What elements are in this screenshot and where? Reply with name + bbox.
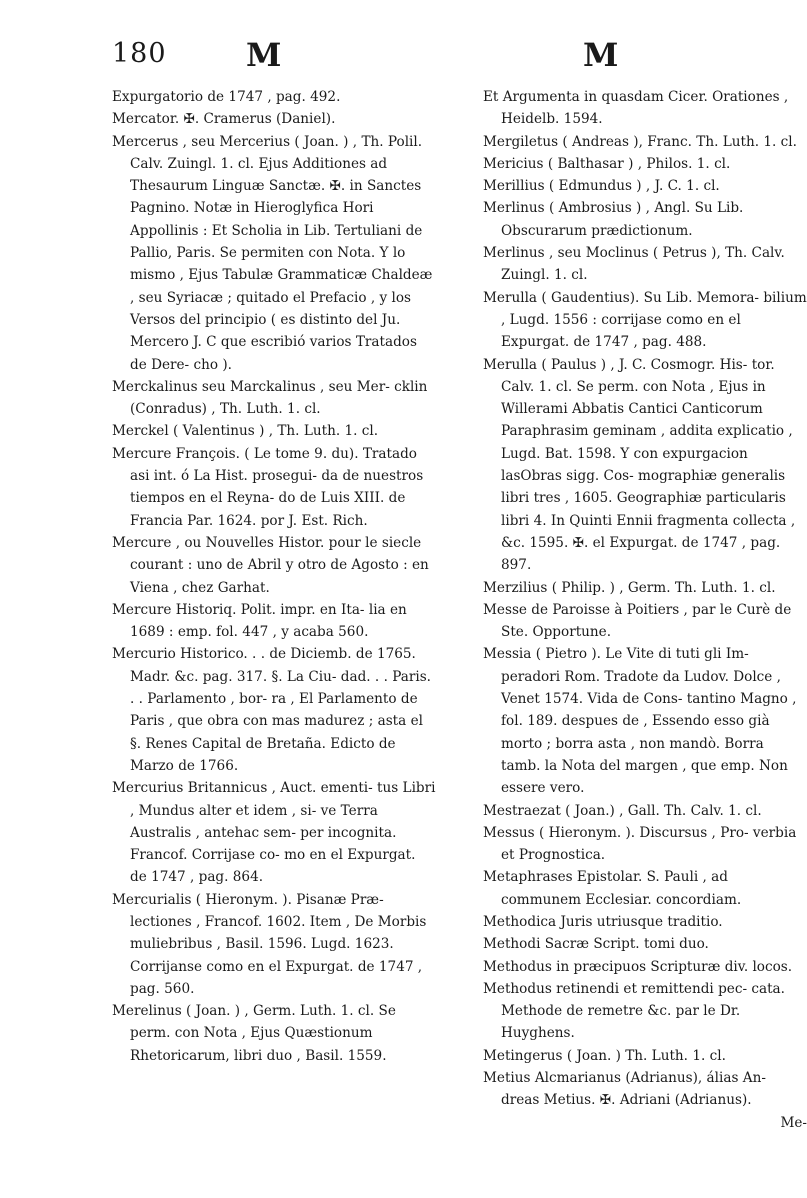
index-entry: Mercurio Historico. . . de Diciemb. de 1765. Madr. &c. pag. 317. §. La Ciu- dad. . . Paris. . . Parlamento , bor- ra , El Parlamento de Paris , que obra con mas madurez ; asta el §. Renes Capital de Bretaña. Edicto de Marzo de 1766. <box>112 646 431 774</box>
index-entry: Messe de Paroisse à Poitiers , par le Curè de Ste. Opportune. <box>483 601 792 641</box>
catchword: Me- <box>780 1114 807 1131</box>
index-entry: Merckalinus seu Marckalinus , seu Mer- cklin (Conradus) , Th. Luth. 1. cl. <box>112 378 428 418</box>
index-entry: Mercurius Britannicus , Auct. ementi- tus Libri , Mundus alter et idem , si- ve Terra Australis , antehac sem- per incognita. Francof. Corrijase co- mo en el Expurgat. de 1747 , pag. 864. <box>112 780 436 886</box>
running-head-right: M <box>583 36 621 74</box>
index-entry: Metingerus ( Joan. ) Th. Luth. 1. cl. <box>483 1047 726 1064</box>
index-entry: Merulla ( Gaudentius). Su Lib. Memora- bilium , Lugd. 1556 : corrijase como en el Expurgat. de 1747 , pag. 488. <box>483 289 807 351</box>
index-entry: Merlinus ( Ambrosius ) , Angl. Su Lib. Obscurarum prædictionum. <box>483 200 744 239</box>
left-column <box>112 86 436 1067</box>
index-entry: Mercure , ou Nouvelles Histor. pour le siecle courant : uno de Abril y otro de Agosto : en Viena , chez Garhat. <box>112 534 429 596</box>
index-entry: Mercure Historiq. Polit. impr. en Ita- lia en 1689 : emp. fol. 447 , y acaba 560. <box>112 601 407 641</box>
running-head-left: M <box>246 36 284 74</box>
index-entry: Metius Alcmarianus (Adrianus), álias An- dreas Metius. ✠. Adriani (Adrianus). <box>483 1070 766 1109</box>
index-entry: Mestraezat ( Joan.) , Gall. Th. Calv. 1. cl. <box>483 802 762 819</box>
index-entry: Merelinus ( Joan. ) , Germ. Luth. 1. cl. Se perm. con Nota , Ejus Quæstionum Rhetoricarum, libri duo , Basil. 1559. <box>112 1003 396 1064</box>
index-entry: Mercator. ✠. Cramerus (Daniel). <box>112 111 336 128</box>
index-entry: Messia ( Pietro ). Le Vite di tuti gli Im- peradori Rom. Tradote da Ludov. Dolce , Venet 1574. Vida de Cons- tantino Magno , fol. 189. despues de , Essendo esso già morto ; borra asta , non mandò. Borra tamb. la Nota del margen , que emp. Non essere vero. <box>483 646 797 797</box>
right-column <box>483 86 807 1134</box>
index-entry: Merillius ( Edmundus ) , J. C. 1. cl. <box>483 178 720 195</box>
index-entry: Merzilius ( Philip. ) , Germ. Th. Luth. 1. cl. <box>483 579 776 596</box>
index-entry: Methodus in præcipuos Scripturæ div. locos. <box>483 958 793 975</box>
index-entry: Metaphrases Epistolar. S. Pauli , ad communem Ecclesiar. concordiam. <box>483 869 742 908</box>
index-entry: Messus ( Hieronym. ). Discursus , Pro- verbia et Prognostica. <box>483 824 797 864</box>
index-entry: Mergiletus ( Andreas ), Franc. Th. Luth. 1. cl. <box>483 133 797 150</box>
index-entry: Et Argumenta in quasdam Cicer. Orationes , Heidelb. 1594. <box>483 89 789 128</box>
index-entry: Merckel ( Valentinus ) , Th. Luth. 1. cl. <box>112 423 379 440</box>
index-entry: Methodi Sacræ Script. tomi duo. <box>483 936 709 953</box>
index-entry: Mericius ( Balthasar ) , Philos. 1. cl. <box>483 155 731 172</box>
index-entry: Mercerus , seu Mercerius ( Joan. ) , Th. Polil. Calv. Zuingl. 1. cl. Ejus Additiones ad Thesaurum Linguæ Sanctæ. ✠. in Sanctes Pagnino. Notæ in Hieroglyfica Hori Appollinis : Et Scholia in Lib. Tertuliani de Pallio, Paris. Se permiten con Nota. Y lo mismo , Ejus Tabulæ Grammaticæ Chaldeæ , seu Syriacæ ; quitado el Prefacio , y los Versos del principio ( es distinto del Ju. Mercero J. C que escribió varios Tratados de Dere- cho ). <box>112 133 433 373</box>
index-entry: Merulla ( Paulus ) , J. C. Cosmogr. His- tor. Calv. 1. cl. Se perm. con Nota , Ejus in Willerami Abbatis Cantici Canticorum Paraphrasim geminam , addita explicatio , Lugd. Bat. 1598. Y con expurgacion lasObras sigg. Cos- mographiæ generalis libri tres , 1605. Geographiæ particularis libri 4. In Quinti Ennii fragmenta collecta , &c. 1595. ✠. el Expurgat. de 1747 , pag. 897. <box>483 356 796 574</box>
page-number: 180 <box>112 38 167 69</box>
index-entry: Mercure François. ( Le tome 9. du). Tratado asi int. ó La Hist. prosegui- da de nuestros tiempos en el Reyna- do de Luis XIII. de Francia Par. 1624. por J. Est. Rich. <box>112 445 424 529</box>
index-entry: Mercurialis ( Hieronym. ). Pisanæ Præ- lectiones , Francof. 1602. Item , De Morbis muliebribus , Basil. 1596. Lugd. 1623. Corrijanse como en el Expurgat. de 1747 , pag. 560. <box>112 891 427 997</box>
index-entry: Methodus retinendi et remittendi pec- cata. Methode de remetre &c. par le Dr. Huyghens. <box>483 980 785 1042</box>
index-entry: Expurgatorio de 1747 , pag. 492. <box>112 89 341 105</box>
index-entry: Merlinus , seu Moclinus ( Petrus ), Th. Calv. Zuingl. 1. cl. <box>483 245 785 284</box>
index-entry: Methodica Juris utriusque traditio. <box>483 913 723 930</box>
